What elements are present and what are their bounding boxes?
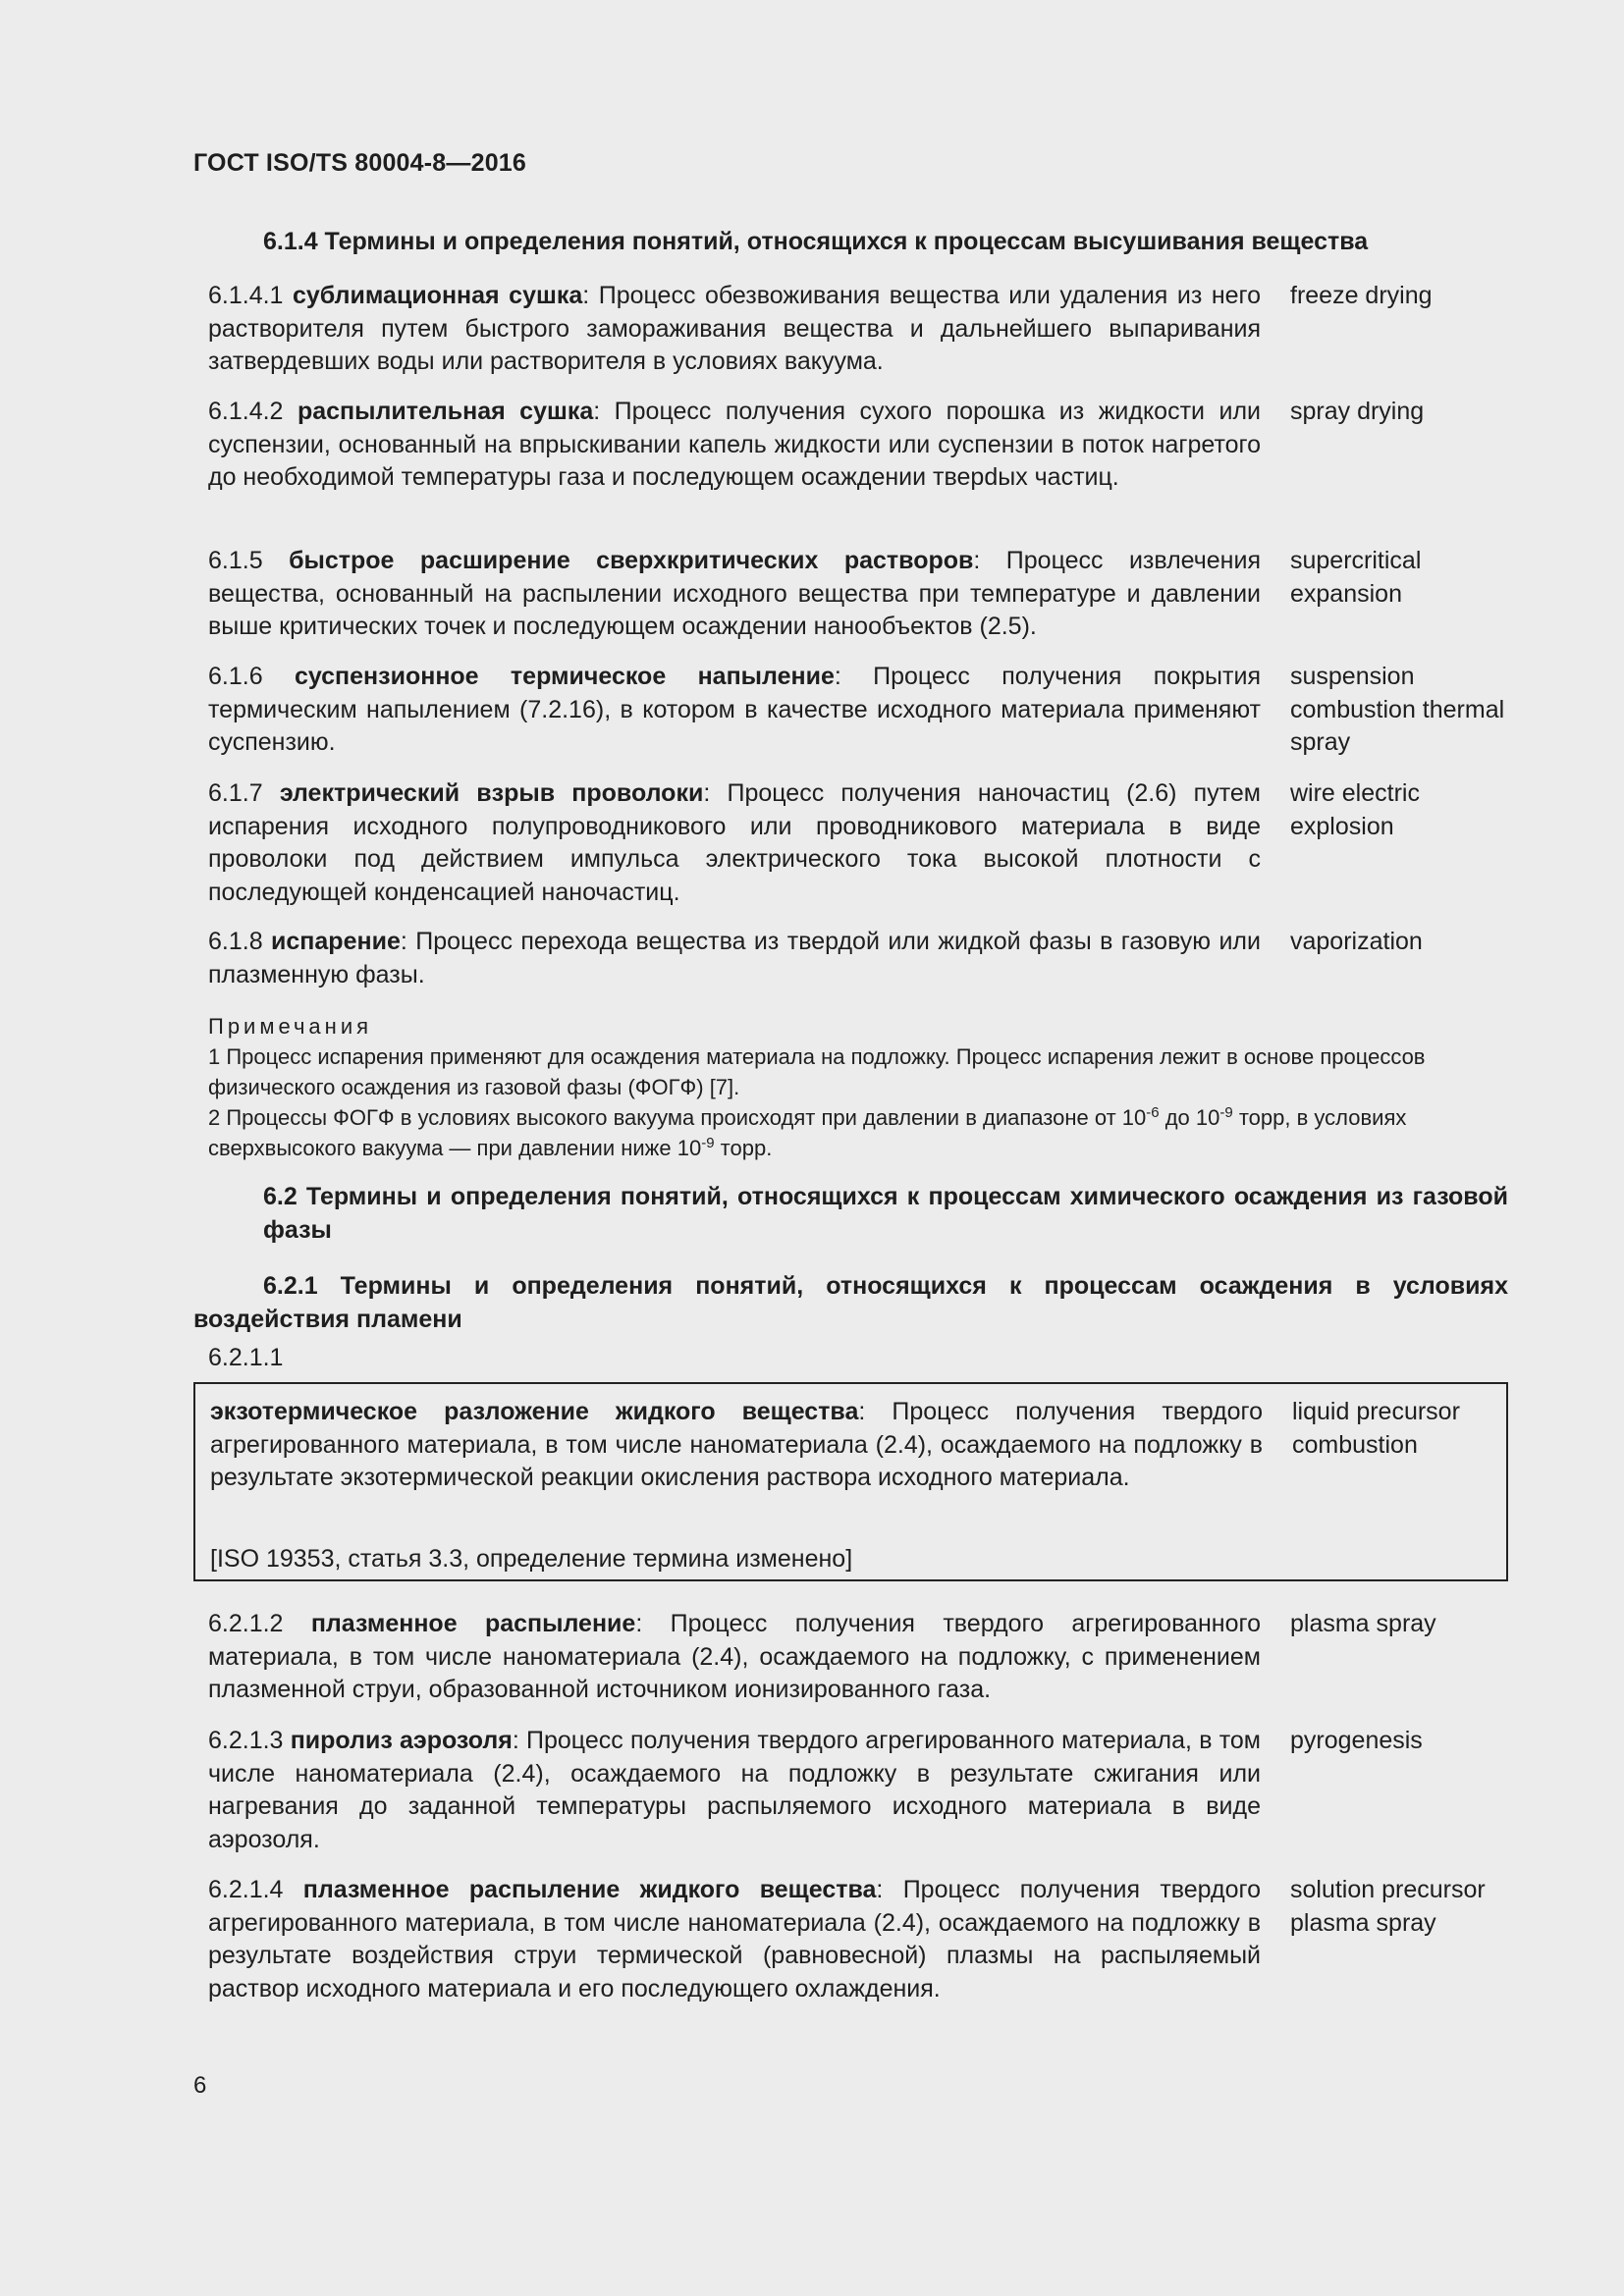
term-number: 6.2.1.1 [208, 1344, 284, 1371]
term-text: : Процесс получения твердого агрегированного материала, в том числе наноматериала (2.4), осаждаемого на подложку в результате воздействия струи термической (равновесной) плазмы на распыляемый раствор исходного материала и его последующего охлаждения. [208, 1876, 1261, 2002]
note-2-text: до 10 [1159, 1105, 1220, 1130]
term-definition [210, 1396, 1263, 1495]
term-english: solution precursor plasma spray [1290, 1876, 1486, 1937]
term-name: распылительная сушка [297, 398, 594, 425]
term-english: liquid precursor combustion [1292, 1398, 1460, 1459]
term-number: 6.2.1.2 [208, 1610, 311, 1637]
note-2 [208, 1102, 1494, 1163]
note-2-text: 2 Процессы ФОГФ в условиях высокого вакуума происходят при давлении в диапазоне от 10 [208, 1105, 1147, 1130]
term-number: 6.1.4.2 [208, 398, 298, 425]
term-definition [208, 280, 1261, 379]
term-number: 6.2.1.3 [208, 1727, 291, 1754]
term-text: : Процесс получения твердого агрегированного материала, в том числе наноматериала (2.4), осаждаемого на подложку в результате экзотермической реакции окисления раствора исходного материала. [210, 1398, 1263, 1491]
term-entry [208, 1874, 1509, 2005]
term-definition [208, 396, 1261, 495]
term-name: сублимационная сушка [293, 282, 583, 309]
term-text: : Процесс получения наночастиц (2.6) путем испарения исходного полупроводникового или проводникового материала в виде проволоки под действием импульса электрического тока высокой плотности с последующей конденсацией наночастиц. [208, 779, 1261, 906]
term-english: supercritical expansion [1290, 547, 1422, 608]
term-name: плазменное распыление [310, 1610, 636, 1637]
term-name: электрический взрыв проволоки [279, 779, 704, 807]
notes-title: Примечания [208, 1014, 373, 1039]
term-english: pyrogenesis [1290, 1727, 1423, 1754]
notes-block [208, 1011, 1494, 1163]
term-definition [208, 1608, 1261, 1707]
term-definition [208, 545, 1261, 644]
page-number: 6 [193, 2072, 207, 2099]
term-number: 6.1.8 [208, 928, 272, 955]
source-reference: [ISO 19353, статья 3.3, определение термина изменено] [210, 1545, 853, 1573]
term-entry [208, 777, 1509, 909]
term-name: плазменное распыление жидкого вещества [302, 1876, 877, 1903]
term-name: быстрое расширение сверхкритических растворов [289, 547, 974, 574]
term-english: freeze drying [1290, 282, 1433, 309]
document-header: ГОСТ ISO/TS 80004-8—2016 [193, 149, 527, 177]
term-english: wire electric explosion [1290, 779, 1420, 840]
term-name: пиролиз аэрозоля [290, 1727, 513, 1754]
term-number: 6.1.7 [208, 779, 280, 807]
note-2-exponent: -9 [701, 1135, 715, 1151]
term-text: : Процесс обезвоживания вещества или удаления из него растворителя путем быстрого замораживания вещества и дальнейшего выпаривания затвердевших воды или растворителя в условиях вакуума. [208, 282, 1262, 375]
term-name: суспензионное термическое напыление [294, 663, 835, 690]
term-number: 6.1.4.1 [208, 282, 293, 309]
term-number: 6.2.1.4 [208, 1876, 303, 1903]
term-definition [208, 1725, 1261, 1856]
term-entry [208, 545, 1509, 644]
term-entry [208, 926, 1509, 991]
term-entry [208, 1725, 1509, 1856]
term-text: : Процесс перехода вещества из твердой или жидкой фазы в газовую или плазменную фазы. [208, 928, 1261, 988]
term-entry [208, 1608, 1509, 1707]
term-number: 6.1.5 [208, 547, 290, 574]
term-entry [208, 280, 1509, 379]
term-english: vaporization [1290, 928, 1423, 955]
term-definition [208, 777, 1261, 909]
section-heading-6-2: 6.2 Термины и определения понятий, относящихся к процессам химического осаждения из газовой фазы [263, 1183, 1508, 1244]
note-1: 1 Процесс испарения применяют для осаждения материала на подложку. Процесс испарения лежит в основе процессов физического осаждения из газовой фазы (ФОГФ) [7]. [208, 1044, 1426, 1099]
note-2-text: торр. [714, 1136, 773, 1160]
term-name: испарение [271, 928, 401, 955]
term-number: 6.1.6 [208, 663, 295, 690]
term-text: : Процесс извлечения вещества, основанный на распылении исходного вещества при температуре и давлении выше критических точек и последующем осаждении нанообъектов (2.5). [208, 547, 1261, 640]
note-2-text: торр, в условиях сверхвысокого вакуума — при давлении ниже 10 [208, 1105, 1407, 1160]
term-text: : Процесс получения твердого агрегированного материала, в том числе наноматериала (2.4), осаждаемого на подложку в результате сжигания или нагревания до заданной температуры распыляемого исходного материала в виде аэрозоля. [208, 1727, 1261, 1853]
term-text: : Процесс получения твердого агрегированного материала, в том числе наноматериала (2.4), осаждаемого на подложку, с применением плазменной струи, образованной источником ионизированного газа. [208, 1610, 1261, 1703]
boxed-term-entry [193, 1382, 1508, 1581]
section-heading-6-1-4: 6.1.4 Термины и определения понятий, относящихся к процессам высушивания вещества [263, 228, 1369, 255]
term-definition [208, 1874, 1261, 2005]
term-english: spray drying [1290, 398, 1425, 425]
term-definition [208, 926, 1261, 991]
term-english: suspension combustion thermal spray [1290, 663, 1505, 756]
term-english: plasma spray [1290, 1610, 1436, 1637]
term-definition [208, 661, 1261, 760]
term-name: экзотермическое разложение жидкого вещества [210, 1398, 859, 1425]
note-2-exponent: -6 [1146, 1104, 1160, 1121]
term-text: : Процесс получения покрытия термическим напылением (7.2.16), в котором в качестве исходного материала применяют суспензию. [208, 663, 1261, 756]
term-entry [208, 661, 1509, 760]
note-2-exponent: -9 [1219, 1104, 1233, 1121]
section-heading-6-2-1: 6.2.1 Термины и определения понятий, относящихся к процессам осаждения в условиях воздействия пламени [193, 1272, 1508, 1333]
term-text: : Процесс получения сухого порошка из жидкости или суспензии, основанный на впрыскивании капель жидкости или суспензии в поток нагретого до необходимой температуры газа и последующем осаждении тверdых частиц. [208, 398, 1261, 491]
term-entry [208, 396, 1509, 495]
